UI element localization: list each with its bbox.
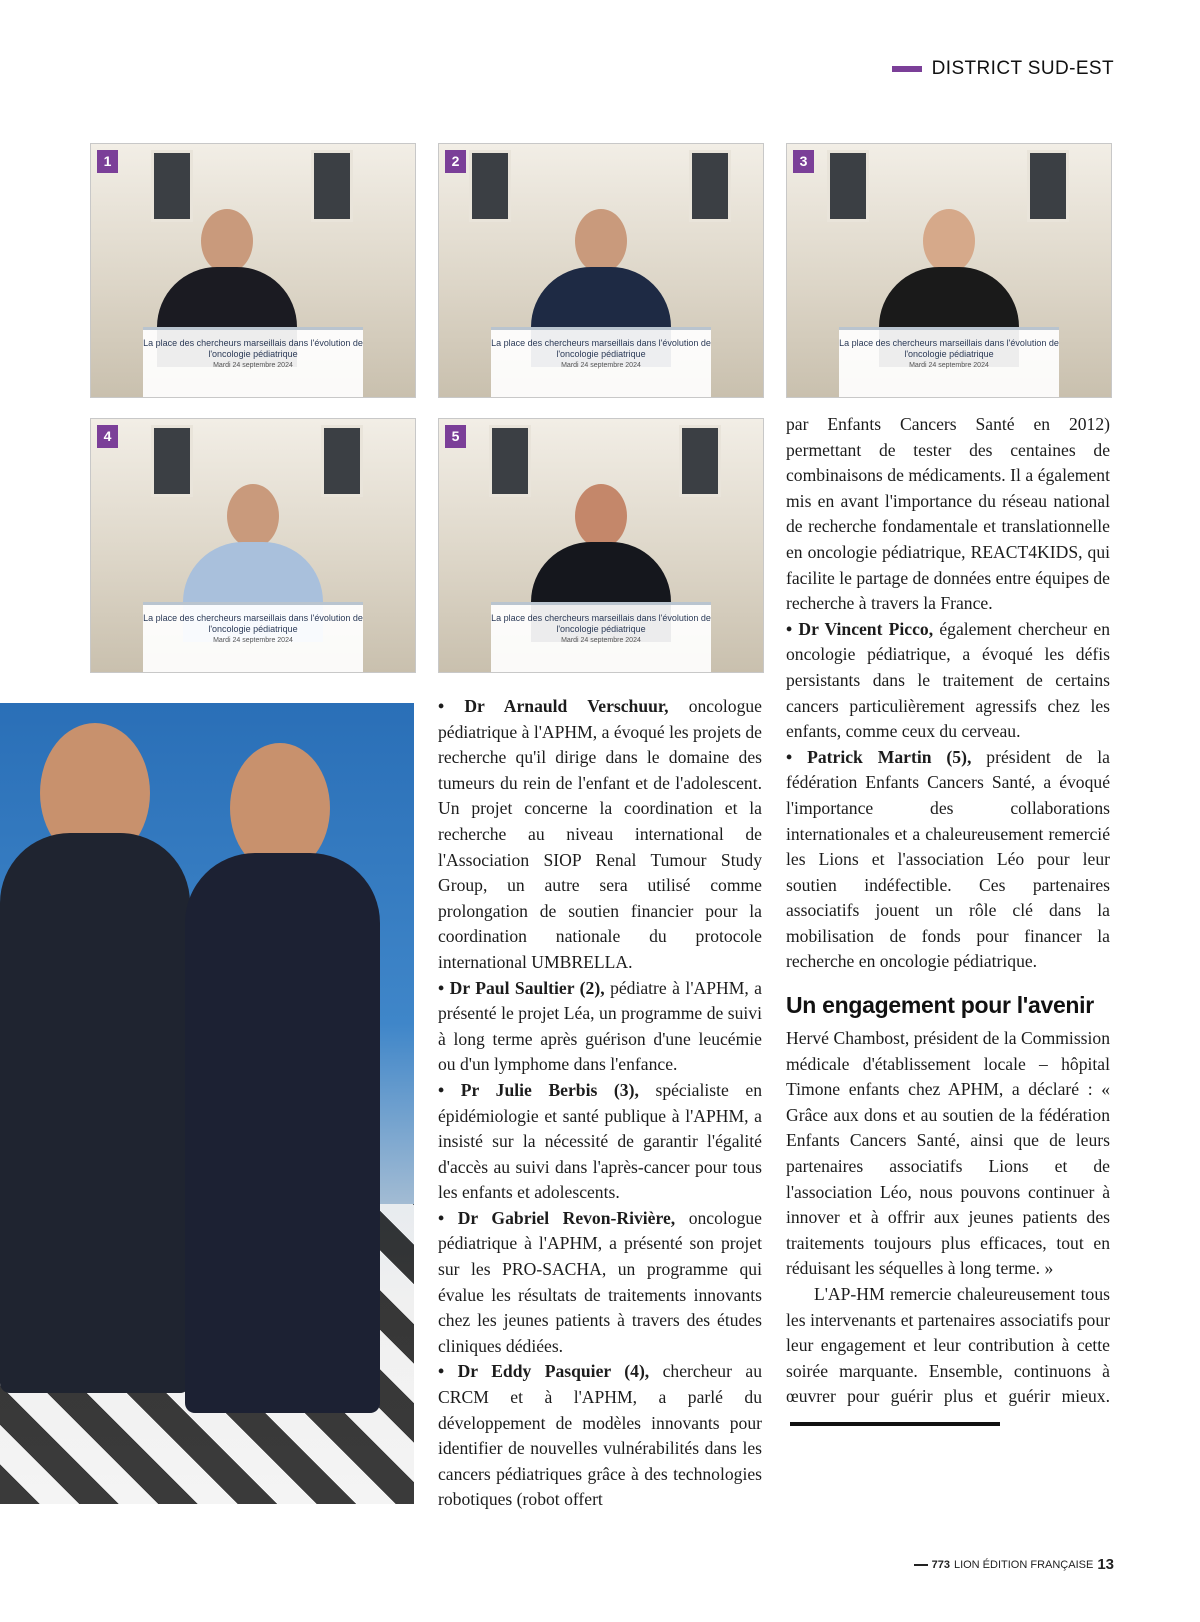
speaker-paragraph: • Dr Gabriel Revon-Rivière, oncologue pédiatrique à l'APHM, a présenté son projet sur les PRO-SACHA, un programme qui évalue les résultats de traitements innovants chez les jeunes patients à travers des études cliniques dédiées. bbox=[438, 1207, 762, 1356]
page-number: 13 bbox=[1097, 1556, 1114, 1573]
podium: La place des chercheurs marseillais dans l'évolution de l'oncologie pédiatrique Mardi 24 septembre 2024 bbox=[839, 327, 1059, 397]
photo-1 bbox=[90, 143, 416, 398]
podium: La place des chercheurs marseillais dans l'évolution de l'oncologie pédiatrique Mardi 24 septembre 2024 bbox=[143, 327, 363, 397]
quote-paragraph: Hervé Chambost, président de la Commission médicale d'établissement locale – hôpital Timone enfants chez APHM, a déclaré : « Grâce aux dons et au soutien de la fédération Enfants Cancers Santé, ainsi que de leurs partenaires associatifs Lions et de l'association Léo, nous pouvons continuer à innover et à offrir aux jeunes patients des traitements toujours plus efficaces, tout en réduisant les séquelles à long terme. » bbox=[786, 1028, 1110, 1279]
podium: La place des chercheurs marseillais dans l'évolution de l'oncologie pédiatrique Mardi 24 septembre 2024 bbox=[491, 602, 711, 672]
speaker-paragraph: • Dr Paul Saultier (2), pédiatre à l'APHM, a présenté le projet Léa, un programme de suivi à long terme après guérison d'une leucémie ou d'un lymphome dans l'enfance. bbox=[438, 977, 762, 1075]
photo-number-badge: 4 bbox=[97, 425, 118, 448]
speaker-paragraph: • Patrick Martin (5), président de la fédération Enfants Cancers Santé, a évoqué l'importance des collaborations internationales et a chaleureusement remercié les Lions et l'association Léo pour leur soutien indéfectible. Ces partenaires associatifs jouent un rôle clé dans la mobilisation de fonds pour financer la recherche en oncologie pédiatrique. bbox=[786, 746, 1110, 972]
section-title: DISTRICT SUD-EST bbox=[931, 58, 1114, 79]
photo-number-badge: 5 bbox=[445, 425, 466, 448]
article-column-right bbox=[786, 412, 1110, 1436]
person-left bbox=[0, 703, 200, 1504]
photo-4 bbox=[90, 418, 416, 673]
photo-number-badge: 2 bbox=[445, 150, 466, 173]
article-column-middle bbox=[438, 694, 762, 1513]
photo-number-badge: 1 bbox=[97, 150, 118, 173]
speaker-paragraph: • Dr Vincent Picco, également chercheur en oncologie pédiatrique, a évoqué les défis persistants dans le traitement de certains cancers particulièrement agressifs chez les enfants, comme ceux du cerveau. bbox=[786, 618, 1111, 742]
photo-2 bbox=[438, 143, 764, 398]
page-footer bbox=[914, 1556, 1114, 1573]
footer-dash bbox=[914, 1564, 928, 1566]
section-accent-bar bbox=[892, 66, 922, 72]
photo-number-badge: 3 bbox=[793, 150, 814, 173]
issue-number: 773 bbox=[931, 1558, 950, 1571]
person-right bbox=[185, 703, 385, 1504]
speaker-paragraph: • Pr Julie Berbis (3), spécialiste en épidémiologie et santé publique à l'APHM, a insisté sur la nécessité de garantir l'égalité d'accès au suivi dans l'après-cancer pour tous les enfants et adolescents. bbox=[438, 1079, 762, 1203]
section-header bbox=[892, 58, 1114, 80]
photo-3 bbox=[786, 143, 1112, 398]
podium: La place des chercheurs marseillais dans l'évolution de l'oncologie pédiatrique Mardi 24 septembre 2024 bbox=[491, 327, 711, 397]
closing-paragraph: L'AP-HM remercie chaleureusement tous les intervenants et partenaires associatifs pour leur engagement et leur contribution à cette soirée marquante. Ensemble, continuons à œuvrer pour guérir plus et guérir mieux. bbox=[786, 1282, 1110, 1436]
section-heading: Un engagement pour l'avenir bbox=[786, 992, 1094, 1019]
photo-5 bbox=[438, 418, 764, 673]
end-of-article-rule bbox=[790, 1422, 1000, 1426]
speaker-paragraph: • Dr Arnauld Verschuur, oncologue pédiatrique à l'APHM, a évoqué les projets de recherche qu'il dirige dans le domaine des tumeurs du rein de l'enfant et de l'adolescent. Un projet concerne la coordination et la recherche au niveau international de l'Association SIOP Renal Tumour Study Group, un autre sera utilisé comme prolongation de soutien financier pour la coordination nationale du protocole international UMBRELLA. bbox=[438, 696, 762, 972]
continuation-paragraph: par Enfants Cancers Santé en 2012) permettant de tester des centaines de combinaisons de médicaments. Il a également mis en avant l'importance du réseau national de recherche fondamentale et translationnelle en oncologie pédiatrique, REACT4KIDS, qui facilite le partage de données entre équipes de recherche à travers la France. bbox=[786, 414, 1110, 614]
speaker-paragraph: • Dr Eddy Pasquier (4), chercheur au CRCM et à l'APHM, a parlé du développement de modèles innovants pour identifier de nouvelles vulnérabilités dans les cancers pédiatriques grâce à des technologies robotiques (robot offert bbox=[438, 1361, 762, 1510]
group-photo bbox=[0, 703, 414, 1504]
podium: La place des chercheurs marseillais dans l'évolution de l'oncologie pédiatrique Mardi 24 septembre 2024 bbox=[143, 602, 363, 672]
publication-name: LION ÉDITION FRANÇAISE bbox=[953, 1558, 1094, 1571]
